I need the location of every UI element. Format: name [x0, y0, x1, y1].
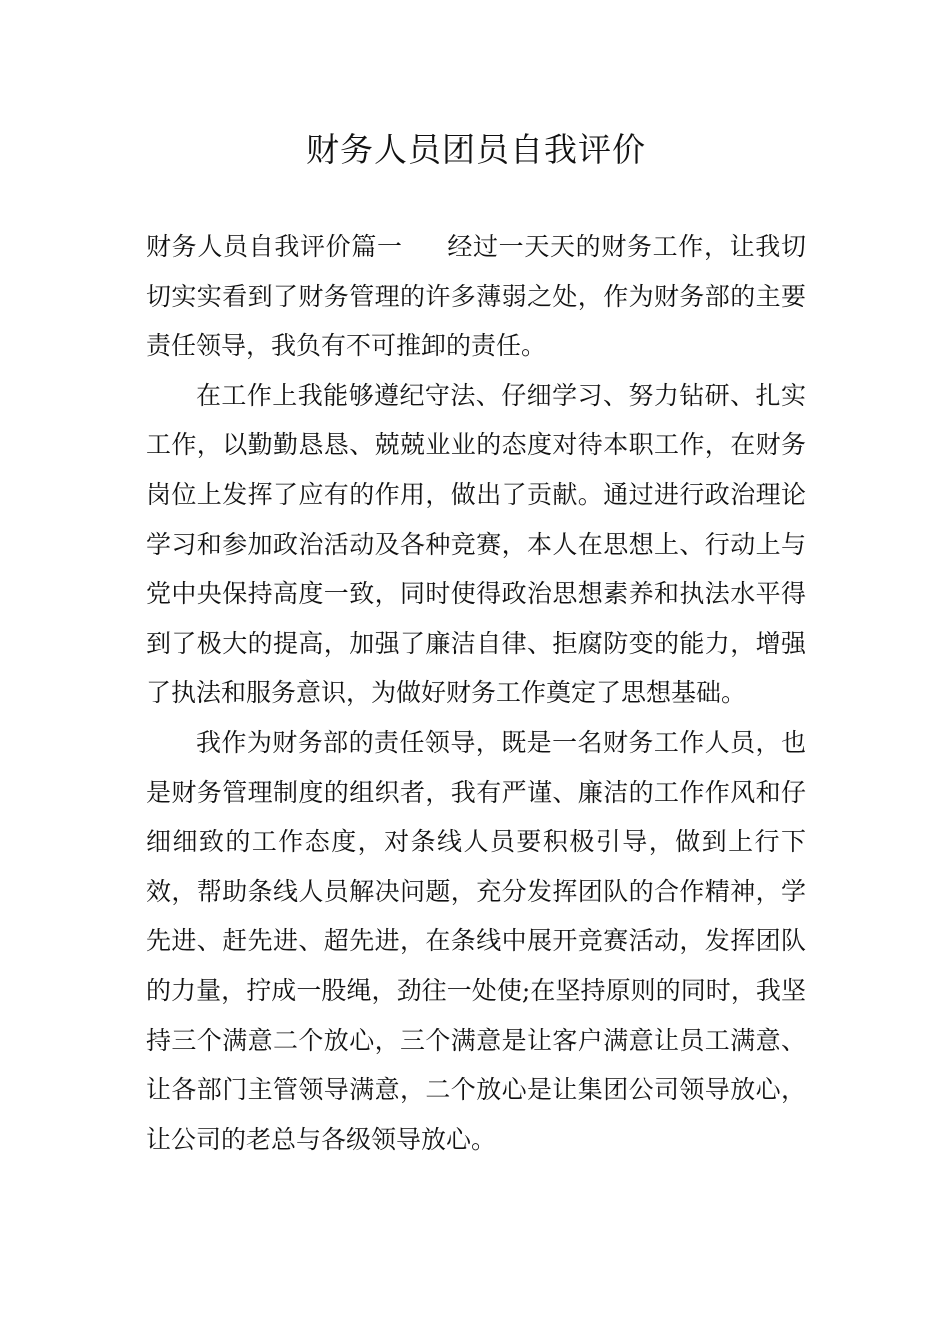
paragraph-2: 在工作上我能够遵纪守法、仔细学习、努力钻研、扎实工作，以勤勤恳恳、兢兢业业的态度对待本职工作，在财务岗位上发挥了应有的作用，做出了贡献。通过进行政治理论学习和参加政治活动及各种竞赛，本人在思想上、行动上与党中央保持高度一致，同时使得政治思想素养和执法水平得到了极大的提高，加强了廉洁自律、拒腐防变的能力，增强了执法和服务意识，为做好财务工作奠定了思想基础。 — [146, 380, 806, 708]
paragraph-3: 我作为财务部的责任领导，既是一名财务工作人员，也是财务管理制度的组织者，我有严谨、廉洁的工作作风和仔细细致的工作态度，对条线人员要积极引导，做到上行下效，帮助条线人员解决问题，充分发挥团队的合作精神，学先进、赶先进、超先进，在条线中展开竞赛活动，发挥团队的力量，拧成一股绳，劲往一处使;在坚持原则的同时，我坚持三个满意二个放心，三个满意是让客户满意让员工满意、让各部门主管领导满意，二个放心是让集团公司领导放心，让公司的老总与各级领导放心。 — [146, 727, 806, 1154]
document-page — [146, 0, 806, 1164]
section-heading: 财务人员自我评价篇一 — [146, 232, 403, 261]
paragraph-1-text: 经过一天天的财务工作，让我切切实实看到了财务管理的许多薄弱之处，作为财务部的主要责任领导，我负有不可推卸的责任。 — [146, 232, 806, 361]
paragraph-1 — [146, 222, 806, 371]
document-title: 财务人员团员自我评价 — [306, 130, 646, 169]
